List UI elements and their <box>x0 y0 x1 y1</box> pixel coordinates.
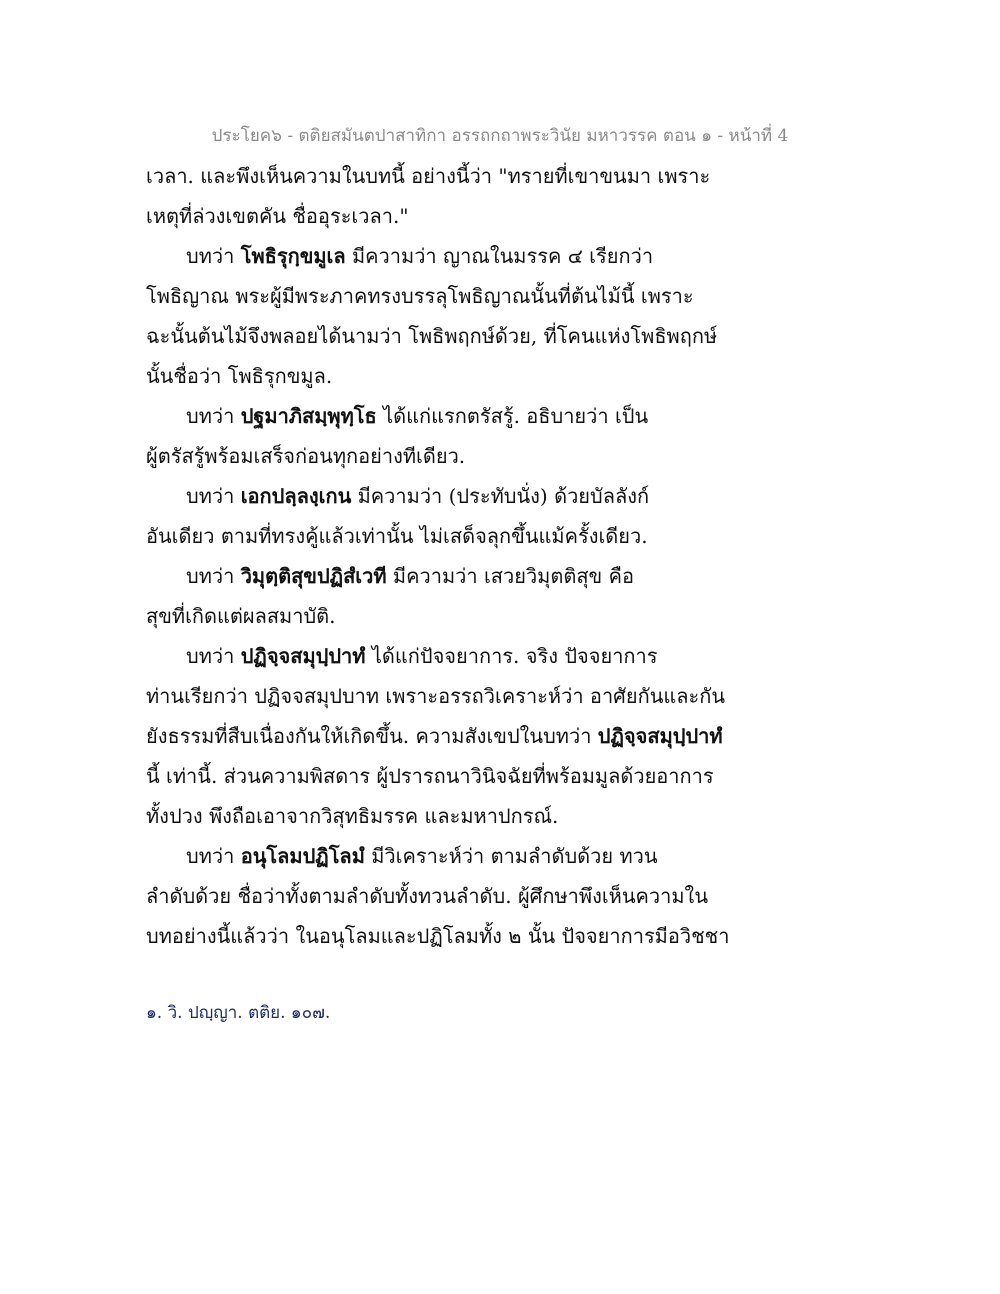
paragraph-bliss-of-liberation <box>146 556 726 596</box>
lead-word: บทว่า <box>186 404 241 428</box>
pali-term: ปฏิจฺจสมุปฺปาทํ <box>597 724 723 748</box>
line-text: มีความว่า เสวยวิมุตติสุข คือ <box>386 564 634 588</box>
paragraph-dependent-origination <box>146 636 726 676</box>
paragraph-first-enlightened <box>146 396 726 436</box>
paragraph-forward-reverse <box>146 836 726 876</box>
text-line-16: นี้ เท่านี้. ส่วนความพิสดาร ผู้ปรารถนาวินิจฉัยที่พร้อมมูลด้วยอาการ <box>146 764 714 788</box>
lead-word: บทว่า <box>186 644 241 668</box>
line-text: มีวิเคราะห์ว่า ตามลำดับด้วย ทวน <box>364 844 658 868</box>
line-text: มีความว่า (ประทับนั่ง) ด้วยบัลลังก์ <box>351 484 650 508</box>
text-line-12: สุขที่เกิดแต่ผลสมาบัติ. <box>146 604 336 628</box>
text-line-4: โพธิญาณ พระผู้มีพระภาคทรงบรรลุโพธิญาณนั้นที่ต้นไม้นี้ เพราะ <box>146 284 694 308</box>
pali-term: เอกปลฺลงฺเกน <box>240 484 352 508</box>
line-text: ได้แก่ปัจจยาการ. จริง ปัจจยาการ <box>365 644 658 668</box>
text-line-20: บทอย่างนี้แล้วว่า ในอนุโลมและปฏิโลมทั้ง ๒ นั้น ปัจจยาการมีอวิชชา <box>146 924 730 948</box>
pali-term: วิมุตฺติสุขปฏิสํเวที <box>240 564 387 588</box>
footnote: ๑. วิ. ปญฺญา. ตติย. ๑๐๗. <box>146 1003 331 1023</box>
text-line-2: เหตุที่ล่วงเขตคัน ชื่ออุระเวลา." <box>146 204 409 228</box>
pali-term: ปฐมาภิสมฺพุทฺโธ <box>240 404 377 428</box>
text-line-14: ท่านเรียกว่า ปฏิจจสมุปบาท เพราะอรรถวิเคราะห์ว่า อาศัยกันและกัน <box>146 684 726 708</box>
text-line-15 <box>146 716 726 756</box>
pali-term: อนุโลมปฏิโลมํ <box>240 844 365 868</box>
body-text <box>146 156 730 956</box>
lead-word: บทว่า <box>186 564 241 588</box>
line-text: มีความว่า ญาณในมรรค ๔ เรียกว่า <box>345 244 654 268</box>
pali-term: โพธิรุกฺขมูเล <box>240 244 346 268</box>
text-line-8: ผู้ตรัสรู้พร้อมเสร็จก่อนทุกอย่างทีเดียว. <box>146 444 466 468</box>
text-line-19: ลำดับด้วย ชื่อว่าทั้งตามลำดับทั้งทวนลำดับ. ผู้ศึกษาพึงเห็นความใน <box>146 884 708 908</box>
line-text: ได้แก่แรกตรัสรู้. อธิบายว่า เป็น <box>376 404 649 428</box>
text-line-17: ทั้งปวง พึงถือเอาจากวิสุทธิมรรค และมหาปกรณ์. <box>146 804 559 828</box>
text-line-10: อันเดียว ตามที่ทรงคู้แล้วเท่านั้น ไม่เสด็จลุกขึ้นแม้ครั้งเดียว. <box>146 524 648 548</box>
paragraph-bodhi-tree <box>146 236 726 276</box>
lead-word: บทว่า <box>186 244 241 268</box>
line-text: ยังธรรมที่สืบเนื่องกันให้เกิดขึ้น. ความสังเขปในบทว่า <box>146 724 598 748</box>
text-line-1: เวลา. และพึงเห็นความในบทนี้ อย่างนี้ว่า "ทรายที่เขาขนมา เพราะ <box>146 164 711 188</box>
paragraph-one-sitting <box>146 476 726 516</box>
pali-term: ปฏิจฺจสมุปฺปาทํ <box>240 644 366 668</box>
page-running-header: ประโยค๖ - ตติยสมันตปาสาทิกา อรรถกถาพระวินัย มหาวรรค ตอน ๑ - หน้าที่ 4 <box>211 126 789 146</box>
lead-word: บทว่า <box>186 844 241 868</box>
text-line-5: ฉะนั้นต้นไม้จึงพลอยได้นามว่า โพธิพฤกษ์ด้วย, ที่โคนแห่งโพธิพฤกษ์ <box>146 324 718 348</box>
text-line-6: นั้นชื่อว่า โพธิรุกขมูล. <box>146 364 333 388</box>
lead-word: บทว่า <box>186 484 241 508</box>
